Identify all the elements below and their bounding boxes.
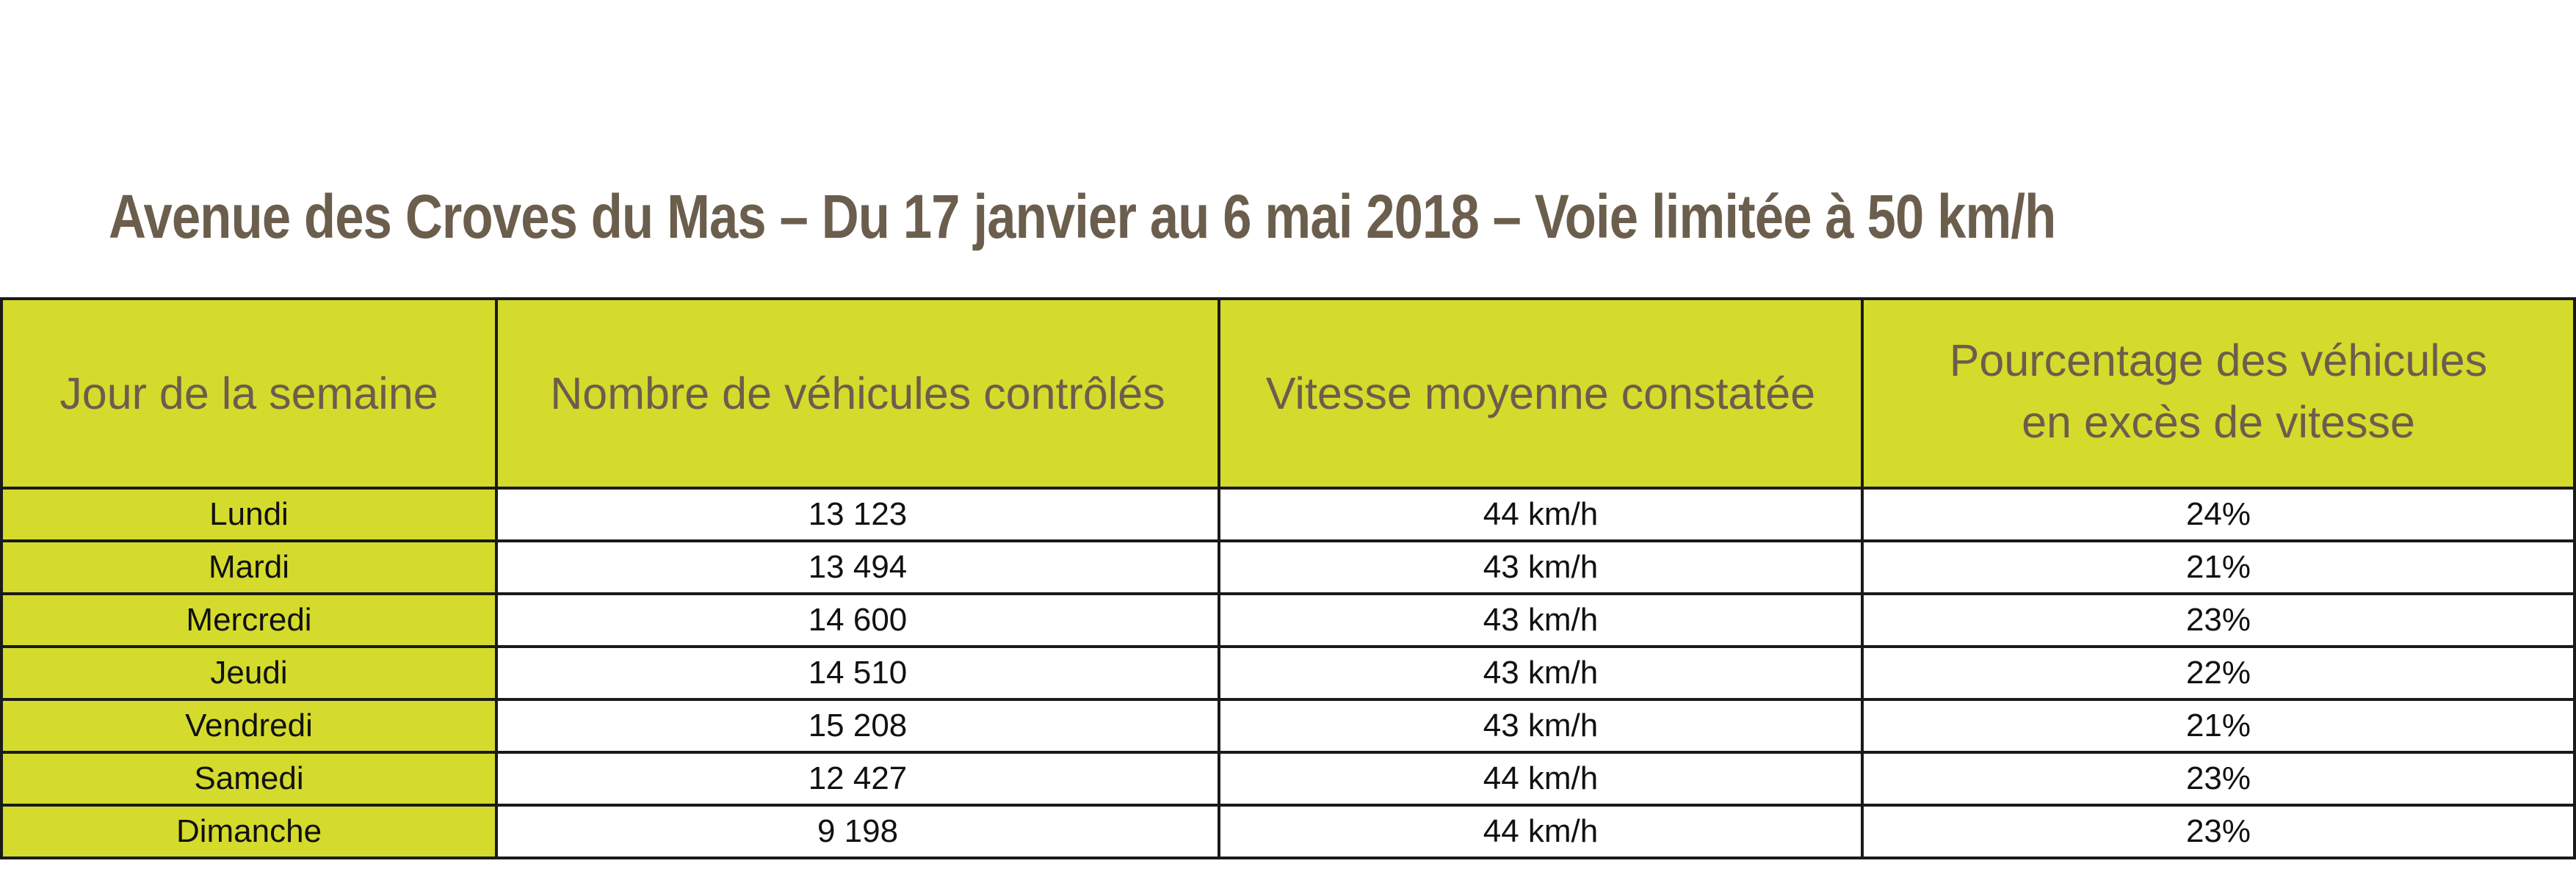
cell-count: 15 208 [496,699,1219,752]
cell-speed: 43 km/h [1219,541,1862,594]
cell-day: Lundi [1,488,496,541]
cell-count: 14 510 [496,647,1219,699]
header-speeding-percent-line2: en excès de vitesse [2022,397,2415,447]
cell-speed: 43 km/h [1219,594,1862,647]
cell-day: Samedi [1,752,496,805]
table-row [1,647,2575,699]
cell-percent: 21% [1862,699,2575,752]
cell-speed: 44 km/h [1219,488,1862,541]
table-row [1,752,2575,805]
cell-speed: 43 km/h [1219,699,1862,752]
speed-table [0,297,2576,859]
header-speeding-percent-line1: Pourcentage des véhicules [1949,335,2488,385]
cell-speed: 43 km/h [1219,647,1862,699]
cell-percent: 21% [1862,541,2575,594]
cell-percent: 23% [1862,752,2575,805]
table-row [1,488,2575,541]
cell-day: Jeudi [1,647,496,699]
cell-count: 9 198 [496,805,1219,858]
cell-speed: 44 km/h [1219,805,1862,858]
header-speeding-percent [1862,299,2575,488]
header-day: Jour de la semaine [1,299,496,488]
header-average-speed: Vitesse moyenne constatée [1219,299,1862,488]
cell-count: 13 123 [496,488,1219,541]
cell-day: Vendredi [1,699,496,752]
header-vehicle-count: Nombre de véhicules contrôlés [496,299,1219,488]
cell-count: 14 600 [496,594,1219,647]
table-row [1,699,2575,752]
cell-percent: 24% [1862,488,2575,541]
page-title: Avenue des Croves du Mas – Du 17 janvier au 6 mai 2018 – Voie limitée à 50 km/h [109,182,2056,251]
cell-percent: 23% [1862,805,2575,858]
cell-day: Dimanche [1,805,496,858]
table-row [1,594,2575,647]
cell-percent: 23% [1862,594,2575,647]
table-header-row [1,299,2575,488]
table-row [1,805,2575,858]
table-row [1,541,2575,594]
cell-speed: 44 km/h [1219,752,1862,805]
cell-day: Mardi [1,541,496,594]
cell-count: 13 494 [496,541,1219,594]
cell-percent: 22% [1862,647,2575,699]
cell-day: Mercredi [1,594,496,647]
cell-count: 12 427 [496,752,1219,805]
